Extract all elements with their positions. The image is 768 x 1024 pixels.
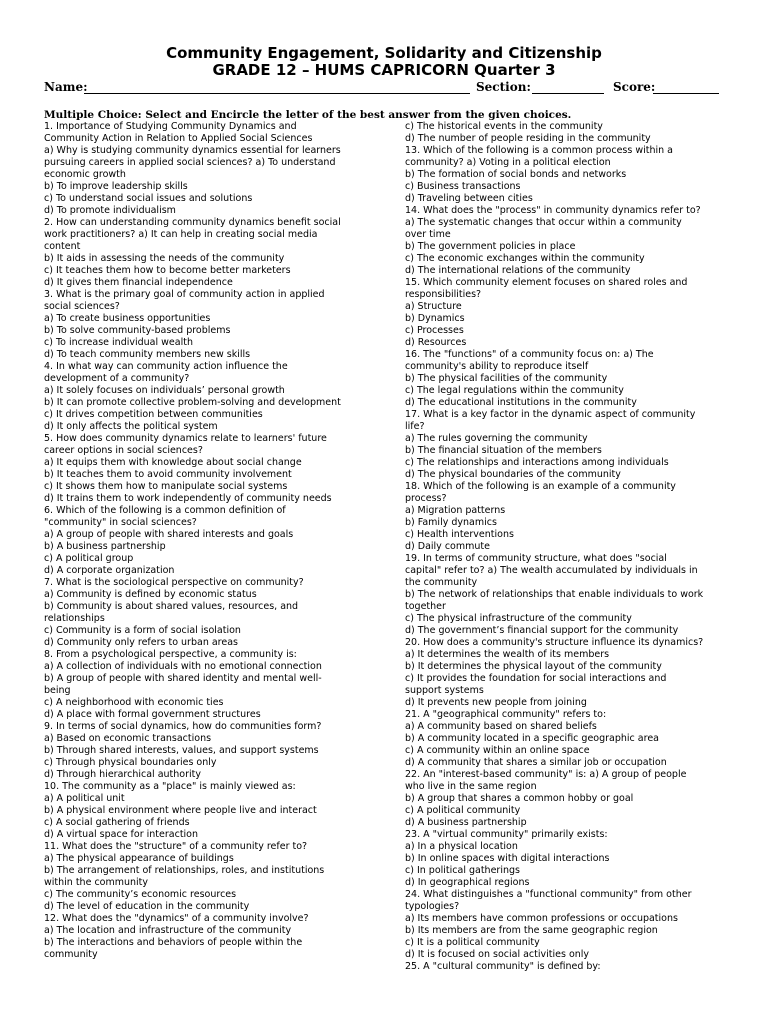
question-line: c) Through physical boundaries only bbox=[44, 757, 217, 768]
question-line: b) Family dynamics bbox=[405, 517, 497, 528]
question-line: 5. How does community dynamics relate to learners' future bbox=[44, 433, 327, 444]
question-line: b) It teaches them to avoid community involvement bbox=[44, 469, 292, 480]
question-line: d) It prevents new people from joining bbox=[405, 697, 587, 708]
question-line: b) It can promote collective problem-solving and development bbox=[44, 397, 341, 408]
question-line: 12. What does the "dynamics" of a community involve? bbox=[44, 913, 309, 924]
question-line: process? bbox=[405, 493, 447, 504]
question-line: b) The interactions and behaviors of people within the bbox=[44, 937, 303, 948]
question-line: b) To improve leadership skills bbox=[44, 181, 188, 192]
question-line: 25. A "cultural community" is defined by: bbox=[405, 961, 601, 972]
question-line: community bbox=[44, 949, 98, 960]
question-line: b) A group that shares a common hobby or goal bbox=[405, 793, 634, 804]
question-line: d) The international relations of the community bbox=[405, 265, 631, 276]
question-line: career options in social sciences? bbox=[44, 445, 203, 456]
question-line: a) The systematic changes that occur within a community bbox=[405, 217, 682, 228]
question-line: work practitioners? a) It can help in creating social media bbox=[44, 229, 318, 240]
question-line: the community bbox=[405, 577, 478, 588]
question-line: c) The legal regulations within the community bbox=[405, 385, 624, 396]
question-line: a) Migration patterns bbox=[405, 505, 506, 516]
question-line: d) It is focused on social activities only bbox=[405, 949, 590, 960]
question-line: d) A business partnership bbox=[405, 817, 527, 828]
question-line: capital" refer to? a) The wealth accumulated by individuals in bbox=[405, 565, 698, 576]
question-line: 24. What distinguishes a "functional community" from other bbox=[405, 889, 692, 900]
question-line: a) In a physical location bbox=[405, 841, 518, 852]
question-line: d) The government’s financial support for the community bbox=[405, 625, 679, 636]
question-line: c) A political community bbox=[405, 805, 521, 816]
question-line: a) Community is defined by economic status bbox=[44, 589, 257, 600]
question-line: development of a community? bbox=[44, 373, 190, 384]
question-line: c) A community within an online space bbox=[405, 745, 590, 756]
student-info-row bbox=[44, 80, 724, 96]
question-line: c) A political group bbox=[44, 553, 134, 564]
question-line: community? a) Voting in a political election bbox=[405, 157, 611, 168]
question-line: c) The historical events in the community bbox=[405, 121, 603, 132]
question-line: who live in the same region bbox=[405, 781, 537, 792]
question-line: b) To solve community-based problems bbox=[44, 325, 231, 336]
question-line: within the community bbox=[44, 877, 149, 888]
question-line: b) Community is about shared values, resources, and bbox=[44, 601, 299, 612]
question-line: b) It determines the physical layout of the community bbox=[405, 661, 662, 672]
question-line: c) To understand social issues and solutions bbox=[44, 193, 253, 204]
question-line: c) Processes bbox=[405, 325, 464, 336]
question-line: community's ability to reproduce itself bbox=[405, 361, 589, 372]
question-line: d) It trains them to work independently of community needs bbox=[44, 493, 332, 504]
question-line: 3. What is the primary goal of community action in applied bbox=[44, 289, 325, 300]
question-line: c) Business transactions bbox=[405, 181, 521, 192]
question-line: d) Resources bbox=[405, 337, 467, 348]
question-line: c) The economic exchanges within the community bbox=[405, 253, 645, 264]
question-line: d) To teach community members new skills bbox=[44, 349, 251, 360]
question-line: 22. An "interest-based community" is: a) A group of people bbox=[405, 769, 687, 780]
question-line: c) A social gathering of friends bbox=[44, 817, 190, 828]
question-line: 16. The "functions" of a community focus on: a) The bbox=[405, 349, 654, 360]
question-line: d) Through hierarchical authority bbox=[44, 769, 201, 780]
question-line: 17. What is a key factor in the dynamic aspect of community bbox=[405, 409, 696, 420]
question-line: typologies? bbox=[405, 901, 460, 912]
question-line: pursuing careers in applied social sciences? a) To understand bbox=[44, 157, 336, 168]
question-line: 4. In what way can community action influence the bbox=[44, 361, 288, 372]
question-line: 10. The community as a "place" is mainly viewed as: bbox=[44, 781, 296, 792]
question-line: b) Its members are from the same geographic region bbox=[405, 925, 658, 936]
question-line: b) The network of relationships that enable individuals to work bbox=[405, 589, 704, 600]
question-line: d) It only affects the political system bbox=[44, 421, 218, 432]
question-line: 11. What does the "structure" of a community refer to? bbox=[44, 841, 308, 852]
question-line: b) Dynamics bbox=[405, 313, 465, 324]
question-line: a) The location and infrastructure of the community bbox=[44, 925, 292, 936]
question-line: responsibilities? bbox=[405, 289, 482, 300]
question-line: a) Based on economic transactions bbox=[44, 733, 212, 744]
question-line: b) The arrangement of relationships, roles, and institutions bbox=[44, 865, 325, 876]
question-line: d) A community that shares a similar job or occupation bbox=[405, 757, 667, 768]
question-line: a) The physical appearance of buildings bbox=[44, 853, 234, 864]
question-line: c) The relationships and interactions among individuals bbox=[405, 457, 669, 468]
question-line: 1. Importance of Studying Community Dynamics and bbox=[44, 121, 297, 132]
question-line: d) In geographical regions bbox=[405, 877, 530, 888]
question-line: b) A community located in a specific geographic area bbox=[405, 733, 659, 744]
question-line: d) The number of people residing in the community bbox=[405, 133, 651, 144]
section-blank-line[interactable] bbox=[532, 93, 604, 94]
question-line: c) A neighborhood with economic ties bbox=[44, 697, 224, 708]
question-line: being bbox=[44, 685, 71, 696]
question-line: 18. Which of the following is an example of a community bbox=[405, 481, 676, 492]
question-line: d) A virtual space for interaction bbox=[44, 829, 199, 840]
question-line: b) A physical environment where people live and interact bbox=[44, 805, 317, 816]
question-line: b) Through shared interests, values, and support systems bbox=[44, 745, 319, 756]
question-line: 15. Which community element focuses on shared roles and bbox=[405, 277, 688, 288]
question-line: c) It shows them how to manipulate social systems bbox=[44, 481, 288, 492]
score-blank-line[interactable] bbox=[653, 93, 719, 94]
question-line: over time bbox=[405, 229, 451, 240]
question-line: b) A group of people with shared identity and mental well- bbox=[44, 673, 322, 684]
right-question-column bbox=[405, 121, 727, 973]
question-line: a) A group of people with shared interests and goals bbox=[44, 529, 294, 540]
question-line: together bbox=[405, 601, 446, 612]
question-line: "community" in social sciences? bbox=[44, 517, 197, 528]
question-line: c) The physical infrastructure of the community bbox=[405, 613, 632, 624]
question-line: c) In political gatherings bbox=[405, 865, 520, 876]
question-line: d) The physical boundaries of the community bbox=[405, 469, 621, 480]
question-line: economic growth bbox=[44, 169, 126, 180]
question-line: d) It gives them financial independence bbox=[44, 277, 233, 288]
question-line: b) The formation of social bonds and networks bbox=[405, 169, 627, 180]
question-line: c) It teaches them how to become better marketers bbox=[44, 265, 291, 276]
question-line: d) The educational institutions in the community bbox=[405, 397, 637, 408]
question-line: 20. How does a community's structure influence its dynamics? bbox=[405, 637, 704, 648]
question-line: support systems bbox=[405, 685, 484, 696]
instructions: Multiple Choice: Select and Encircle the letter of the best answer from the given choices. bbox=[44, 109, 572, 121]
question-line: a) The rules governing the community bbox=[405, 433, 588, 444]
question-line: c) Health interventions bbox=[405, 529, 514, 540]
question-line: d) Daily commute bbox=[405, 541, 490, 552]
question-line: b) In online spaces with digital interactions bbox=[405, 853, 610, 864]
left-question-column bbox=[44, 121, 366, 961]
question-line: 21. A "geographical community" refers to: bbox=[405, 709, 607, 720]
question-line: a) Structure bbox=[405, 301, 462, 312]
score-label: Score: bbox=[613, 80, 656, 94]
question-line: c) The community’s economic resources bbox=[44, 889, 237, 900]
question-line: d) A place with formal government structures bbox=[44, 709, 261, 720]
question-line: a) It determines the wealth of its members bbox=[405, 649, 610, 660]
question-line: 2. How can understanding community dynamics benefit social bbox=[44, 217, 341, 228]
question-line: content bbox=[44, 241, 81, 252]
question-line: 9. In terms of social dynamics, how do communities form? bbox=[44, 721, 322, 732]
question-line: d) The level of education in the community bbox=[44, 901, 250, 912]
name-label: Name: bbox=[44, 80, 88, 94]
question-line: c) It drives competition between communities bbox=[44, 409, 263, 420]
question-line: a) Its members have common professions or occupations bbox=[405, 913, 678, 924]
question-line: a) A collection of individuals with no emotional connection bbox=[44, 661, 322, 672]
question-line: 14. What does the "process" in community dynamics refer to? bbox=[405, 205, 701, 216]
question-line: 13. Which of the following is a common process within a bbox=[405, 145, 673, 156]
question-line: b) It aids in assessing the needs of the community bbox=[44, 253, 285, 264]
question-line: life? bbox=[405, 421, 425, 432]
question-line: c) It provides the foundation for social interactions and bbox=[405, 673, 667, 684]
question-line: b) The physical facilities of the community bbox=[405, 373, 608, 384]
worksheet-subtitle: GRADE 12 – HUMS CAPRICORN Quarter 3 bbox=[212, 61, 556, 79]
name-blank-line[interactable] bbox=[84, 93, 470, 94]
section-label: Section: bbox=[476, 80, 531, 94]
question-line: c) Community is a form of social isolation bbox=[44, 625, 241, 636]
question-line: a) It solely focuses on individuals’ personal growth bbox=[44, 385, 285, 396]
question-line: a) It equips them with knowledge about social change bbox=[44, 457, 302, 468]
question-line: a) A political unit bbox=[44, 793, 125, 804]
question-line: 23. A "virtual community" primarily exists: bbox=[405, 829, 608, 840]
question-line: 19. In terms of community structure, what does "social bbox=[405, 553, 667, 564]
question-line: a) To create business opportunities bbox=[44, 313, 211, 324]
question-line: 6. Which of the following is a common definition of bbox=[44, 505, 286, 516]
question-line: social sciences? bbox=[44, 301, 120, 312]
question-line: d) To promote individualism bbox=[44, 205, 176, 216]
question-line: c) To increase individual wealth bbox=[44, 337, 193, 348]
question-line: b) The government policies in place bbox=[405, 241, 576, 252]
question-line: 7. What is the sociological perspective on community? bbox=[44, 577, 304, 588]
question-line: a) A community based on shared beliefs bbox=[405, 721, 597, 732]
question-line: Community Action in Relation to Applied Social Sciences bbox=[44, 133, 313, 144]
question-line: relationships bbox=[44, 613, 105, 624]
worksheet-title: Community Engagement, Solidarity and Citizenship bbox=[166, 44, 602, 62]
question-line: d) A corporate organization bbox=[44, 565, 175, 576]
question-line: 8. From a psychological perspective, a community is: bbox=[44, 649, 297, 660]
question-line: d) Community only refers to urban areas bbox=[44, 637, 238, 648]
question-line: c) It is a political community bbox=[405, 937, 540, 948]
question-line: b) The financial situation of the members bbox=[405, 445, 602, 456]
question-line: a) Why is studying community dynamics essential for learners bbox=[44, 145, 341, 156]
question-line: d) Traveling between cities bbox=[405, 193, 533, 204]
question-line: b) A business partnership bbox=[44, 541, 166, 552]
